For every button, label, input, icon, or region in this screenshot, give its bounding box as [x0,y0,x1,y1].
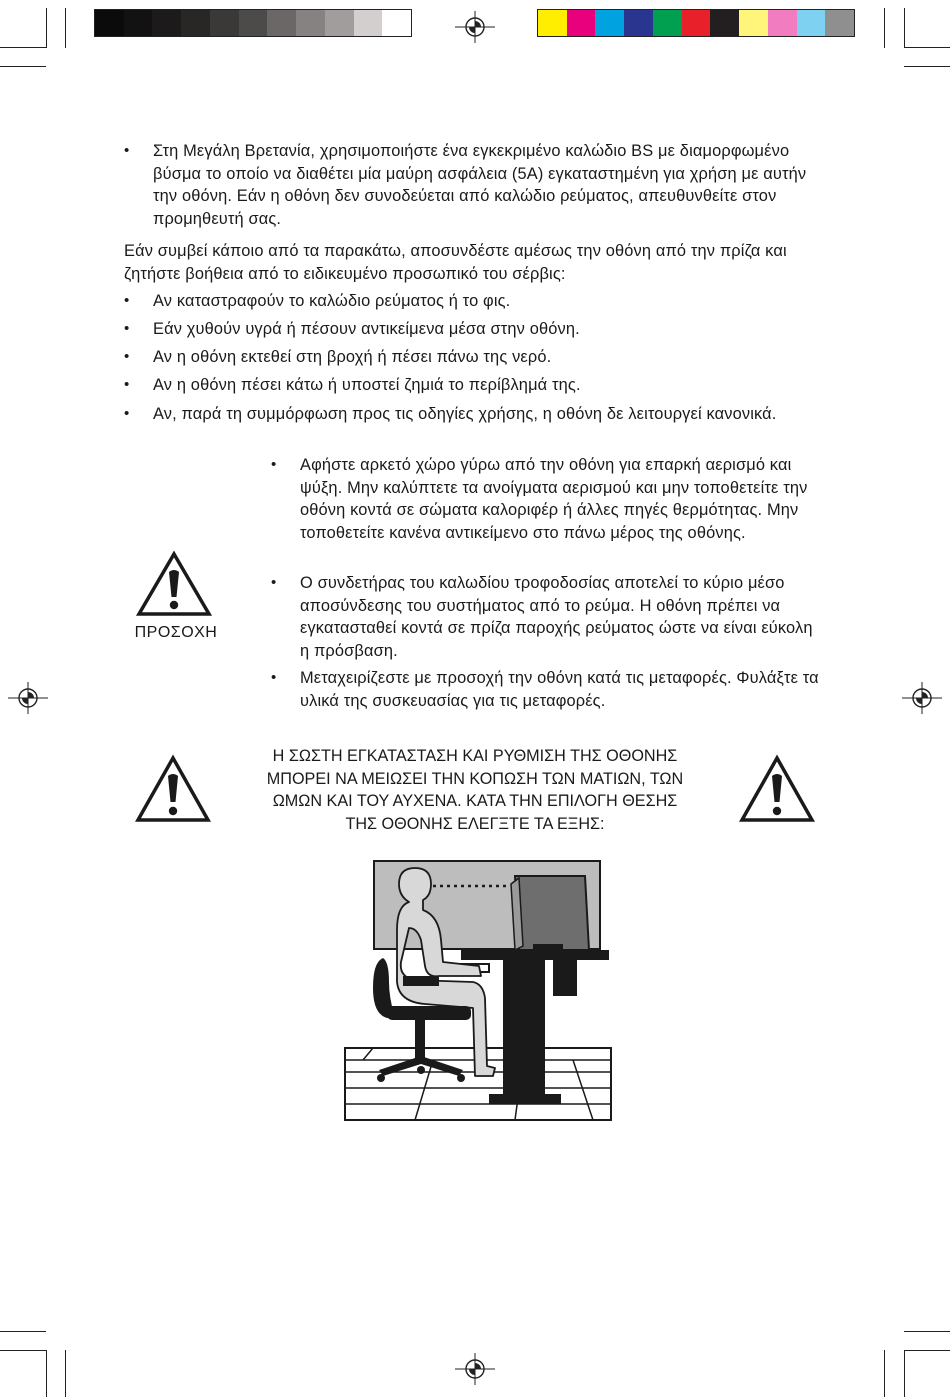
caution-label: ΠΡΟΣΟΧΗ [134,624,218,641]
intro-paragraph: Εάν συμβεί κάποιο από τα παρακάτω, αποσυνδέστε αμέσως την οθόνη από την πρίζα και ζητήστε βοήθεια από το ειδικευμένο προσωπικό του σέρβις: [124,242,787,283]
process-color-swatch [710,10,739,36]
process-color-swatch [682,10,711,36]
registration-mark-icon [8,682,48,714]
bullet-text: Αν η οθόνη εκτεθεί στη βροχή ή πέσει πάνω της νερό. [153,348,552,366]
registration-mark-icon [455,11,495,43]
grayscale-swatch [325,10,354,36]
bullet-item [124,290,824,313]
bullet-item [124,346,824,369]
process-color-swatch [595,10,624,36]
process-color-swatch [624,10,653,36]
warning-triangle-icon [135,550,213,618]
caution-item [271,454,826,544]
bullet-icon: • [124,348,130,365]
process-color-bar [537,9,855,37]
notice-line: ΤΗΣ ΟΘΟΝΗΣ ΕΛΕΓΞΤΕ ΤΑ ΕΞΗΣ: [345,814,605,833]
grayscale-swatch [124,10,153,36]
grayscale-swatch [354,10,383,36]
warning-triangle-icon [134,754,212,824]
process-color-swatch [825,10,854,36]
bullet-item [124,318,824,341]
grayscale-swatch [95,10,124,36]
process-color-swatch [768,10,797,36]
notice-line: ΩΜΩΝ ΚΑΙ ΤΟΥ ΑΥΧΕΝΑ. ΚΑΤΑ ΤΗΝ ΕΠΙΛΟΓΗ ΘΕΣΗΣ [272,792,678,810]
bullet-text: Αν, παρά τη συμμόρφωση προς τις οδηγίες χρήσης, η οθόνη δε λειτουργεί κανονικά. [153,405,777,423]
caution-item-text: Μεταχειρίζεστε με προσοχή την οθόνη κατά τις μεταφορές. Φυλάξτε τα υλικά της συσκευασίας για τις μεταφορές. [300,669,819,710]
process-color-swatch [797,10,826,36]
grayscale-swatch [239,10,268,36]
caution-item [271,667,826,712]
bullet-text: Εάν χυθούν υγρά ή πέσουν αντικείμενα μέσα στην οθόνη. [153,320,580,338]
grayscale-swatch [210,10,239,36]
bullet-icon: • [271,456,277,473]
bullet-text: Αν καταστραφούν το καλώδιο ρεύματος ή το φις. [153,292,511,310]
bullet-icon: • [124,142,130,159]
ergonomic-workstation-illustration [343,858,613,1123]
registration-mark-icon [455,1353,495,1385]
ergonomic-notice [226,745,724,835]
bullet-icon: • [124,292,130,309]
notice-line: ΜΠΟΡΕΙ ΝΑ ΜΕΙΩΣΕΙ ΤΗΝ ΚΟΠΩΣΗ ΤΩΝ ΜΑΤΙΩΝ, ΤΩΝ [266,769,684,788]
grayscale-swatch [382,10,411,36]
grayscale-color-bar [94,9,412,37]
notice-line: Η ΣΩΣΤΗ ΕΓΚΑΤΑΣΤΑΣΗ ΚΑΙ ΡΥΘΜΙΣΗ ΤΗΣ ΟΘΟΝΗΣ [272,747,678,765]
bullet-icon: • [271,669,277,686]
caution-item-text: Ο συνδετήρας του καλωδίου τροφοδοσίας αποτελεί το κύριο μέσο αποσύνδεσης του συστήματος από το ρεύμα. Η οθόνη πρέπει να εγκατασταθεί κοντά σε πρίζα παροχής ρεύματος ώστε να είναι εύκολη η πρόσβαση. [300,574,813,660]
caution-item [271,572,826,662]
bullet-text: Στη Μεγάλη Βρετανία, χρησιμοποιήστε ένα εγκεκριμένο καλώδιο BS με διαμορφωμένο βύσμα το οποίο να διαθέτει μία μαύρη ασφάλεια (5A) εγκαταστημένη για χρήση με αυτήν την οθόνη. Εάν η οθόνη δεν συνοδεύεται από καλώδιο ρεύματος, απευθυνθείτε στον προμηθευτή σας. [153,142,807,228]
process-color-swatch [653,10,682,36]
bullet-icon: • [271,574,277,591]
bullet-item [124,403,824,426]
grayscale-swatch [296,10,325,36]
grayscale-swatch [181,10,210,36]
warning-triangle-icon [738,754,816,824]
bullet-item [124,140,824,230]
process-color-swatch [538,10,567,36]
grayscale-swatch [267,10,296,36]
bullet-icon: • [124,320,130,337]
process-color-swatch [739,10,768,36]
bullet-text: Αν η οθόνη πέσει κάτω ή υποστεί ζημιά το περίβλημά της. [153,376,581,394]
bullet-item [124,374,824,397]
bullet-icon: • [124,376,130,393]
grayscale-swatch [152,10,181,36]
caution-item-text: Αφήστε αρκετό χώρο γύρω από την οθόνη για επαρκή αερισμό και ψύξη. Μην καλύπτετε τα ανοίγματα αερισμού και μην τοποθετείτε την οθόνη κοντά σε σώματα καλοριφέρ ή άλλες πηγές θερμότητας. Μην τοποθετείτε κανένα αντικείμενο στο πάνω μέρος της οθόνης. [300,456,808,542]
bullet-icon: • [124,405,130,422]
process-color-swatch [567,10,596,36]
registration-mark-icon [902,682,942,714]
